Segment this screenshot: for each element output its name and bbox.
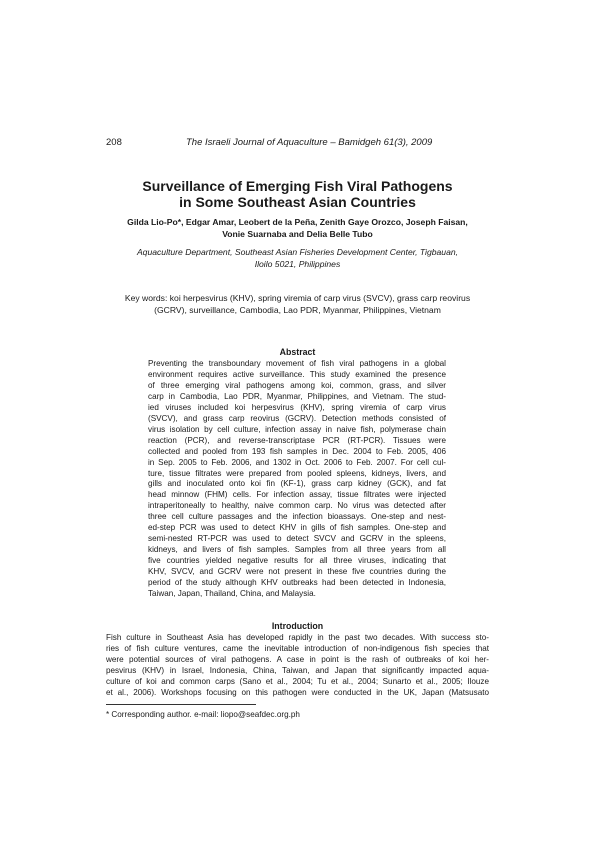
abstract-line: ed-step PCR was used to detect KHV in gills of fish samples. One-step and (148, 523, 446, 533)
keywords (110, 292, 485, 316)
abstract-line: period of the study although KHV outbreaks had been detected in Indonesia, (148, 578, 446, 588)
abstract-line: ied viruses included koi herpesvirus (KHV), spring viremia of carp virus (148, 402, 446, 412)
affiliation-line: Aquaculture Department, Southeast Asian Fisheries Development Center, Tigbauan, (136, 247, 459, 257)
abstract-heading: Abstract (279, 347, 316, 357)
abstract-line: carp in Cambodia, Lao PDR, Myanmar, Philippines, and Vietnam. The stud- (148, 391, 446, 401)
footnote-rule (106, 704, 256, 705)
introduction-line: were potential sources of viral pathogens. A case in point is the rash of outbreaks of koi her- (106, 654, 489, 664)
abstract-line: head minnow (FHM) cells. For infection assay, tissue filtrates were injected (148, 490, 446, 500)
keywords-line: Key words: koi herpesvirus (KHV), spring viremia of carp virus (SVCV), grass carp reovirus (124, 293, 471, 303)
introduction-line: culture of koi and common carps (Sano et al., 2004; Tu et al., 2004; Sunarto et al., 2005; Ilouze (106, 676, 489, 686)
introduction-line: Fish culture in Southeast Asia has developed rapidly in the past two decades. With success sto- (106, 633, 489, 642)
affiliation (110, 246, 485, 270)
abstract-line: Taiwan, Japan, Thailand, China, and Malaysia. (148, 589, 316, 599)
author-line: Gilda Lio-Po*, Edgar Amar, Leobert de la Peña, Zenith Gaye Orozco, Joseph Faisan, (127, 217, 468, 227)
abstract-line: virus isolation by cell culture, infection assay in naive fish, polymerase chain (148, 424, 446, 434)
abstract-line: three cell culture passages and the infection bioassays. One-step and nest- (148, 512, 446, 522)
abstract-line: reaction (PCR), and reverse-transcriptase PCR (RT-PCR). Tissues were (148, 435, 446, 445)
affiliation-line: Iloilo 5021, Philippines (254, 259, 341, 269)
abstract-line: five countries yielded negative results for all three viruses, indicating that (148, 556, 446, 566)
keywords-line: (GCRV), surveillance, Cambodia, Lao PDR, Myanmar, Philippines, Vietnam (154, 305, 441, 315)
abstract-line: KHV, SVCV, and GCRV were not present in these five countries during the (148, 567, 446, 577)
abstract-line: intraperitoneally to healthy, naive common carp. No virus was detected after (148, 501, 446, 511)
abstract-line: Preventing the transboundary movement of fish viral pathogens in a global (148, 359, 446, 368)
abstract-line: gills and inoculated onto koi fin (KF-1), grass carp kidney (GCK), and fat (148, 479, 446, 489)
abstract-body (148, 359, 446, 600)
abstract-line: in Sep. 2005 to Feb. 2006, and 1302 in Oct. 2006 to Feb. 2007. For cell cul- (148, 457, 446, 467)
abstract-line: kidneys, and livers of fish samples. Samples from all three years from all (148, 545, 446, 555)
page-number: 208 (106, 137, 122, 148)
introduction-body (106, 633, 489, 699)
author-list (110, 216, 485, 240)
title-line: in Some Southeast Asian Countries (179, 194, 416, 210)
running-header: The Israeli Journal of Aquaculture – Bamidgeh 61(3), 2009 (186, 137, 433, 148)
introduction-line: ries of fish culture ventures, came the inevitable introduction of non-indigenous fish species that (106, 643, 489, 653)
abstract-line: collected and pooled from 193 fish samples in Dec. 2004 to Feb. 2005, 406 (148, 446, 446, 456)
introduction-heading: Introduction (271, 621, 324, 631)
abstract-line: ture, tissue filtrates were prepared from pooled spleens, kidneys, livers, and (148, 468, 446, 478)
abstract-line: (SVCV), and grass carp reovirus (GCRV). Detection methods consisted of (148, 413, 446, 423)
introduction-line: pesvirus (KHV) in Israel, Indonesia, China, Taiwan, and Japan that significantly impacted aqua- (106, 665, 489, 675)
abstract-line: semi-nested RT-PCR was used to detect SVCV and GCRV in the spleens, (148, 534, 446, 544)
footnote: * Corresponding author. e-mail: liopo@seafdec.org.ph (106, 710, 300, 719)
abstract-line: environment requires active surveillance. This study examined the presence (148, 369, 446, 379)
abstract-line: of three emerging viral pathogens among koi, common, grass, and silver (148, 380, 446, 390)
author-line: Vonie Suarnaba and Delia Belle Tubo (222, 229, 373, 239)
title-line: Surveillance of Emerging Fish Viral Pathogens (142, 178, 453, 194)
introduction-line: et al., 2006). Workshops focusing on this pathogen were conducted in the UK, Japan (Matsusato (106, 687, 489, 697)
article-title (0, 178, 595, 210)
